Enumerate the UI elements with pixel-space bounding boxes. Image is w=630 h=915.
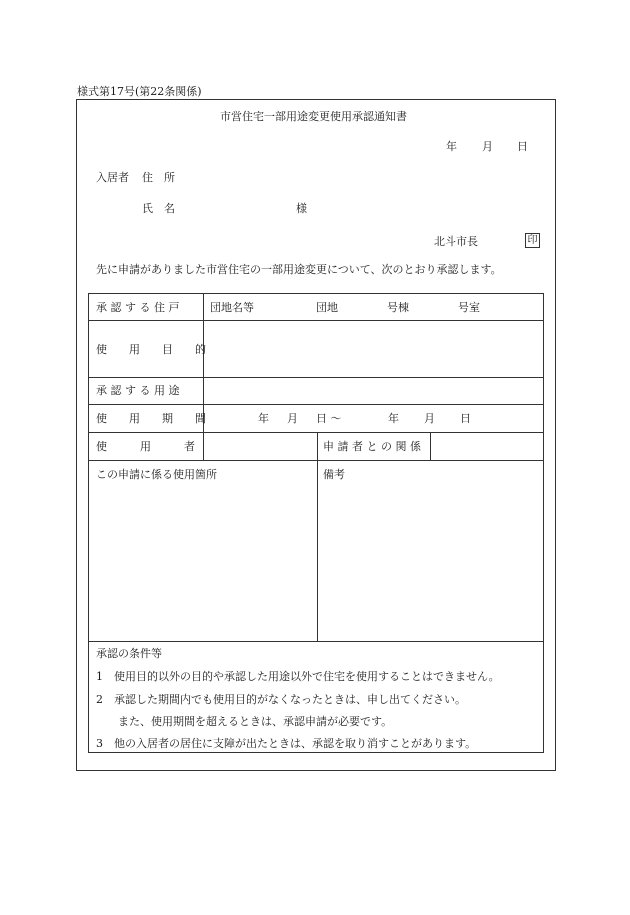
use-label: 承 認 す る 用 途: [96, 384, 180, 397]
intro-text: 先に申請がありました市営住宅の一部用途変更について、次のとおり承認します。: [96, 263, 502, 276]
remarks-label: 備考: [323, 468, 345, 481]
address-field-building: 号棟: [387, 301, 409, 314]
address-row-label: 承 認 す る 住 戸: [96, 301, 180, 314]
name-label: 氏 名: [142, 202, 175, 215]
address-field-estate: 団地: [316, 301, 338, 314]
column-divider: [430, 432, 431, 460]
location-label: この申請に係る使用箇所: [96, 468, 217, 481]
row-divider: [88, 320, 544, 321]
date-year-label: 年: [446, 140, 457, 153]
seal-mark: 印: [525, 233, 540, 248]
resident-label: 入居者: [96, 171, 129, 184]
condition-item: また、使用期間を超えるときは、承認申請が必要です。: [96, 715, 393, 728]
period-start-year: 年: [258, 412, 269, 425]
condition-item: 2 承認した期間内でも使用目的がなくなったときは、申し出てください。: [96, 693, 466, 706]
form-number: 様式第17号(第22条関係): [77, 85, 202, 98]
relation-label: 申 請 者 と の 関 係: [323, 440, 421, 453]
honorific: 様: [296, 202, 307, 215]
condition-item: 3 他の入居者の居住に支障が出たときは、承認を取り消すことがあります。: [96, 737, 477, 750]
period-start-month: 月: [287, 412, 298, 425]
address-field-room: 号室: [458, 301, 480, 314]
period-label: 使 用 期 間: [96, 412, 206, 425]
date-month-label: 月: [482, 140, 493, 153]
period-end-year: 年: [388, 412, 399, 425]
period-end-month: 月: [424, 412, 435, 425]
period-start-day: 日 〜: [316, 412, 342, 425]
condition-item: 1 使用目的以外の目的や承認した用途以外で住宅を使用することはできません。: [96, 670, 500, 683]
column-divider: [317, 432, 318, 641]
row-divider: [88, 377, 544, 378]
period-end-day: 日: [460, 412, 471, 425]
row-divider: [88, 404, 544, 405]
form-table: [88, 293, 544, 753]
user-label: 使 用 者: [96, 440, 195, 453]
row-divider: [88, 432, 544, 433]
column-divider: [203, 293, 204, 460]
row-divider: [88, 641, 544, 642]
date-day-label: 日: [517, 140, 528, 153]
conditions-heading: 承認の条件等: [96, 647, 162, 660]
row-divider: [88, 460, 544, 461]
purpose-label: 使 用 目 的: [96, 343, 206, 356]
address-label: 住 所: [142, 171, 175, 184]
issuer-name: 北斗市長: [434, 235, 478, 248]
address-field-estate-name: 団地名等: [210, 301, 254, 314]
document-title: 市営住宅一部用途変更使用承認通知書: [220, 110, 407, 123]
